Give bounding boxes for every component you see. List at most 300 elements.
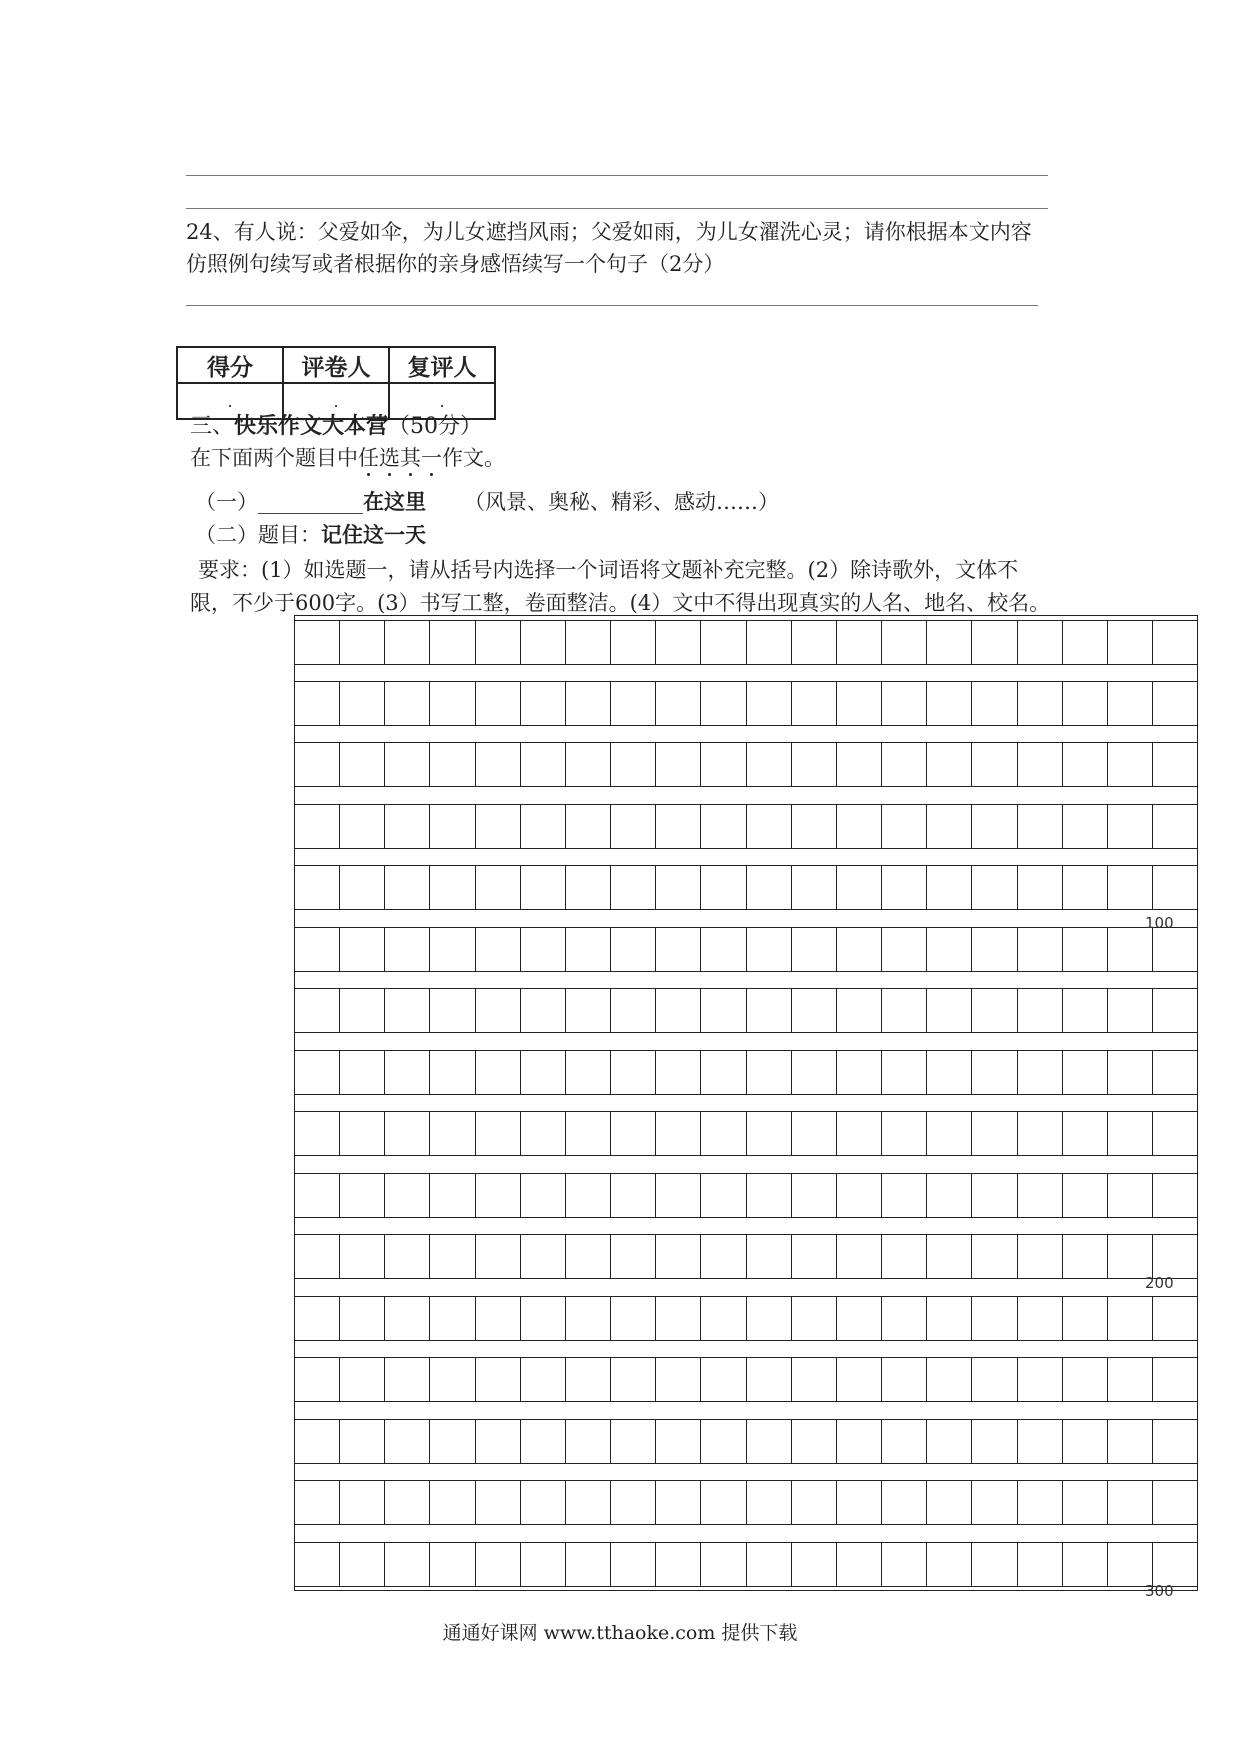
grid-cell[interactable] — [340, 928, 385, 971]
grid-cell[interactable] — [295, 1235, 340, 1278]
grid-cell[interactable] — [566, 1174, 611, 1217]
grid-cell[interactable] — [792, 1051, 837, 1094]
grid-cell[interactable] — [566, 866, 611, 909]
grid-cell[interactable] — [701, 1174, 746, 1217]
grid-cell[interactable] — [972, 866, 1017, 909]
grid-cell[interactable] — [927, 1481, 972, 1524]
grid-cell[interactable] — [1153, 928, 1197, 971]
grid-cell[interactable] — [701, 1420, 746, 1463]
grid-cell[interactable] — [656, 1051, 701, 1094]
grid-cell[interactable] — [1108, 682, 1153, 725]
grid-cell[interactable] — [1153, 1235, 1197, 1278]
grid-cell[interactable] — [1108, 1235, 1153, 1278]
grid-cell[interactable] — [701, 989, 746, 1032]
grid-cell[interactable] — [295, 866, 340, 909]
grid-cell[interactable] — [656, 866, 701, 909]
grid-cell[interactable] — [385, 1051, 430, 1094]
answer-line-23b[interactable] — [186, 208, 1048, 209]
grid-cell[interactable] — [656, 621, 701, 664]
grid-cell[interactable] — [701, 805, 746, 848]
grid-cell[interactable] — [927, 989, 972, 1032]
grid-cell[interactable] — [340, 866, 385, 909]
grid-cell[interactable] — [656, 805, 701, 848]
grid-cell[interactable] — [1018, 682, 1063, 725]
grid-cell[interactable] — [837, 989, 882, 1032]
grid-cell[interactable] — [1153, 805, 1197, 848]
grid-cell[interactable] — [611, 989, 656, 1032]
grid-cell[interactable] — [476, 621, 521, 664]
grid-cell[interactable] — [972, 1420, 1017, 1463]
grid-cell[interactable] — [340, 1174, 385, 1217]
grid-cell[interactable] — [882, 1543, 927, 1586]
grid-cell[interactable] — [1153, 621, 1197, 664]
grid-cell[interactable] — [837, 1051, 882, 1094]
grid-cell[interactable] — [1108, 866, 1153, 909]
grid-cell[interactable] — [927, 621, 972, 664]
grid-cell[interactable] — [882, 928, 927, 971]
grid-cell[interactable] — [747, 1112, 792, 1155]
grid-cell[interactable] — [927, 743, 972, 786]
grid-cell[interactable] — [340, 743, 385, 786]
grid-cell[interactable] — [1108, 621, 1153, 664]
grid-cell[interactable] — [430, 1112, 475, 1155]
grid-cell[interactable] — [1018, 1174, 1063, 1217]
grid-cell[interactable] — [656, 1358, 701, 1401]
grid-row[interactable] — [295, 1296, 1197, 1341]
grid-cell[interactable] — [972, 1235, 1017, 1278]
grid-cell[interactable] — [1018, 1481, 1063, 1524]
grid-cell[interactable] — [1063, 1481, 1108, 1524]
grid-cell[interactable] — [295, 1543, 340, 1586]
grid-cell[interactable] — [1063, 1235, 1108, 1278]
grid-cell[interactable] — [701, 1481, 746, 1524]
grid-cell[interactable] — [1018, 1358, 1063, 1401]
grid-cell[interactable] — [476, 743, 521, 786]
grid-cell[interactable] — [792, 743, 837, 786]
grid-cell[interactable] — [747, 1297, 792, 1340]
grid-cell[interactable] — [611, 1543, 656, 1586]
grid-cell[interactable] — [837, 1297, 882, 1340]
grid-row[interactable] — [295, 1111, 1197, 1156]
grid-cell[interactable] — [1018, 989, 1063, 1032]
grid-cell[interactable] — [1153, 1481, 1197, 1524]
grid-cell[interactable] — [430, 1543, 475, 1586]
grid-cell[interactable] — [521, 1112, 566, 1155]
grid-cell[interactable] — [1063, 1358, 1108, 1401]
grid-cell[interactable] — [882, 1174, 927, 1217]
topic-1-blank[interactable]: __________ — [258, 490, 363, 514]
grid-cell[interactable] — [1108, 1297, 1153, 1340]
grid-cell[interactable] — [701, 682, 746, 725]
grid-cell[interactable] — [476, 1420, 521, 1463]
grid-cell[interactable] — [476, 1051, 521, 1094]
grid-cell[interactable] — [611, 1358, 656, 1401]
grid-cell[interactable] — [340, 1051, 385, 1094]
grid-cell[interactable] — [430, 1235, 475, 1278]
grid-cell[interactable] — [747, 1481, 792, 1524]
grid-cell[interactable] — [656, 1481, 701, 1524]
grid-cell[interactable] — [521, 1481, 566, 1524]
grid-cell[interactable] — [295, 1297, 340, 1340]
grid-row[interactable] — [295, 1173, 1197, 1218]
grid-cell[interactable] — [1018, 621, 1063, 664]
grid-cell[interactable] — [566, 1112, 611, 1155]
grid-cell[interactable] — [656, 1543, 701, 1586]
grid-cell[interactable] — [792, 1112, 837, 1155]
grid-cell[interactable] — [927, 805, 972, 848]
grid-cell[interactable] — [430, 866, 475, 909]
grid-cell[interactable] — [476, 1174, 521, 1217]
composition-grid[interactable] — [294, 615, 1198, 1600]
grid-cell[interactable] — [1063, 805, 1108, 848]
grid-cell[interactable] — [927, 1174, 972, 1217]
grid-cell[interactable] — [972, 1358, 1017, 1401]
grid-cell[interactable] — [656, 743, 701, 786]
grid-cell[interactable] — [385, 682, 430, 725]
grid-cell[interactable] — [430, 989, 475, 1032]
grid-cell[interactable] — [747, 1420, 792, 1463]
grid-cell[interactable] — [972, 1481, 1017, 1524]
grid-cell[interactable] — [611, 928, 656, 971]
grid-cell[interactable] — [385, 743, 430, 786]
grid-cell[interactable] — [1153, 1297, 1197, 1340]
grid-cell[interactable] — [430, 1051, 475, 1094]
grid-row[interactable] — [295, 1234, 1197, 1279]
grid-cell[interactable] — [295, 1174, 340, 1217]
grid-cell[interactable] — [837, 682, 882, 725]
grid-cell[interactable] — [972, 1051, 1017, 1094]
grid-cell[interactable] — [747, 866, 792, 909]
grid-cell[interactable] — [476, 989, 521, 1032]
answer-line-23[interactable] — [186, 175, 1048, 176]
grid-cell[interactable] — [972, 743, 1017, 786]
grid-cell[interactable] — [430, 621, 475, 664]
grid-cell[interactable] — [566, 1420, 611, 1463]
grid-cell[interactable] — [792, 805, 837, 848]
grid-cell[interactable] — [701, 1543, 746, 1586]
grid-row[interactable] — [295, 1480, 1197, 1525]
grid-cell[interactable] — [792, 682, 837, 725]
grid-cell[interactable] — [972, 682, 1017, 725]
grid-cell[interactable] — [1063, 682, 1108, 725]
grid-cell[interactable] — [927, 1051, 972, 1094]
grid-cell[interactable] — [611, 1297, 656, 1340]
grid-cell[interactable] — [656, 1174, 701, 1217]
grid-row[interactable] — [295, 865, 1197, 910]
grid-cell[interactable] — [1153, 866, 1197, 909]
grid-cell[interactable] — [837, 621, 882, 664]
grid-cell[interactable] — [566, 1235, 611, 1278]
grid-cell[interactable] — [476, 1358, 521, 1401]
grid-cell[interactable] — [656, 682, 701, 725]
grid-cell[interactable] — [1108, 1112, 1153, 1155]
grid-cell[interactable] — [972, 1174, 1017, 1217]
grid-cell[interactable] — [701, 1235, 746, 1278]
grid-cell[interactable] — [1108, 1420, 1153, 1463]
grid-cell[interactable] — [1063, 1420, 1108, 1463]
grid-cell[interactable] — [882, 1051, 927, 1094]
grid-cell[interactable] — [656, 1112, 701, 1155]
grid-cell[interactable] — [611, 621, 656, 664]
grader-cell[interactable]: . — [283, 383, 389, 419]
grid-cell[interactable] — [837, 1112, 882, 1155]
grid-cell[interactable] — [295, 743, 340, 786]
grid-cell[interactable] — [792, 989, 837, 1032]
grid-cell[interactable] — [882, 1481, 927, 1524]
grid-cell[interactable] — [656, 1235, 701, 1278]
grid-cell[interactable] — [1108, 989, 1153, 1032]
grid-cell[interactable] — [656, 1420, 701, 1463]
grid-row[interactable] — [295, 804, 1197, 849]
grid-cell[interactable] — [566, 1481, 611, 1524]
grid-cell[interactable] — [521, 1051, 566, 1094]
grid-cell[interactable] — [521, 682, 566, 725]
grid-cell[interactable] — [792, 1481, 837, 1524]
grid-cell[interactable] — [1108, 1481, 1153, 1524]
grid-cell[interactable] — [837, 1358, 882, 1401]
grid-cell[interactable] — [837, 1235, 882, 1278]
grid-cell[interactable] — [882, 1235, 927, 1278]
grid-cell[interactable] — [1018, 928, 1063, 971]
grid-cell[interactable] — [747, 682, 792, 725]
grid-cell[interactable] — [837, 805, 882, 848]
grid-cell[interactable] — [430, 805, 475, 848]
grid-cell[interactable] — [837, 1420, 882, 1463]
grid-cell[interactable] — [927, 682, 972, 725]
grid-cell[interactable] — [1108, 1358, 1153, 1401]
grid-cell[interactable] — [566, 1358, 611, 1401]
grid-cell[interactable] — [566, 989, 611, 1032]
grid-cell[interactable] — [611, 1420, 656, 1463]
grid-cell[interactable] — [1108, 743, 1153, 786]
grid-row[interactable] — [295, 1357, 1197, 1402]
grid-cell[interactable] — [837, 743, 882, 786]
grid-cell[interactable] — [476, 1235, 521, 1278]
grid-row[interactable] — [295, 620, 1197, 665]
grid-cell[interactable] — [747, 805, 792, 848]
grid-cell[interactable] — [747, 989, 792, 1032]
grid-cell[interactable] — [1108, 1051, 1153, 1094]
grid-cell[interactable] — [340, 1112, 385, 1155]
grid-cell[interactable] — [385, 1481, 430, 1524]
grid-cell[interactable] — [1063, 866, 1108, 909]
grid-cell[interactable] — [927, 1297, 972, 1340]
grid-cell[interactable] — [295, 928, 340, 971]
grid-cell[interactable] — [882, 743, 927, 786]
grid-cell[interactable] — [340, 1420, 385, 1463]
grid-cell[interactable] — [882, 621, 927, 664]
grid-cell[interactable] — [611, 1051, 656, 1094]
grid-cell[interactable] — [1018, 1235, 1063, 1278]
grid-cell[interactable] — [295, 805, 340, 848]
grid-cell[interactable] — [927, 1543, 972, 1586]
grid-cell[interactable] — [340, 1297, 385, 1340]
grid-cell[interactable] — [1018, 1420, 1063, 1463]
grid-cell[interactable] — [792, 621, 837, 664]
grid-cell[interactable] — [1063, 1174, 1108, 1217]
grid-cell[interactable] — [476, 866, 521, 909]
grid-cell[interactable] — [1018, 805, 1063, 848]
grid-cell[interactable] — [747, 1174, 792, 1217]
grid-cell[interactable] — [972, 928, 1017, 971]
grid-cell[interactable] — [340, 682, 385, 725]
grid-cell[interactable] — [701, 1358, 746, 1401]
grid-cell[interactable] — [1108, 928, 1153, 971]
grid-cell[interactable] — [521, 1297, 566, 1340]
grid-cell[interactable] — [611, 1235, 656, 1278]
grid-cell[interactable] — [837, 1481, 882, 1524]
grid-cell[interactable] — [1063, 928, 1108, 971]
grid-cell[interactable] — [476, 1297, 521, 1340]
grid-cell[interactable] — [882, 866, 927, 909]
grid-cell[interactable] — [1063, 989, 1108, 1032]
grid-cell[interactable] — [385, 805, 430, 848]
grid-cell[interactable] — [430, 928, 475, 971]
grid-cell[interactable] — [927, 1358, 972, 1401]
grid-cell[interactable] — [1063, 621, 1108, 664]
grid-cell[interactable] — [476, 928, 521, 971]
grid-cell[interactable] — [1153, 989, 1197, 1032]
grid-cell[interactable] — [611, 1174, 656, 1217]
grid-cell[interactable] — [295, 1051, 340, 1094]
grid-cell[interactable] — [701, 743, 746, 786]
grid-cell[interactable] — [385, 1420, 430, 1463]
grid-cell[interactable] — [837, 928, 882, 971]
grid-cell[interactable] — [566, 805, 611, 848]
grid-cell[interactable] — [972, 621, 1017, 664]
grid-cell[interactable] — [385, 1112, 430, 1155]
grid-cell[interactable] — [566, 928, 611, 971]
grid-cell[interactable] — [295, 1420, 340, 1463]
grid-cell[interactable] — [1153, 1112, 1197, 1155]
grid-cell[interactable] — [882, 1358, 927, 1401]
grid-cell[interactable] — [792, 1543, 837, 1586]
grid-cell[interactable] — [385, 1543, 430, 1586]
grid-cell[interactable] — [295, 621, 340, 664]
grid-cell[interactable] — [882, 989, 927, 1032]
grid-cell[interactable] — [882, 1112, 927, 1155]
grid-cell[interactable] — [521, 928, 566, 971]
grid-cell[interactable] — [385, 989, 430, 1032]
grid-cell[interactable] — [340, 989, 385, 1032]
grid-cell[interactable] — [476, 1112, 521, 1155]
grid-cell[interactable] — [611, 743, 656, 786]
grid-cell[interactable] — [792, 1174, 837, 1217]
grid-cell[interactable] — [476, 682, 521, 725]
grid-cell[interactable] — [430, 1481, 475, 1524]
grid-cell[interactable] — [927, 928, 972, 971]
grid-cell[interactable] — [566, 1051, 611, 1094]
grid-cell[interactable] — [792, 1235, 837, 1278]
grid-cell[interactable] — [1153, 743, 1197, 786]
grid-cell[interactable] — [611, 1481, 656, 1524]
grid-cell[interactable] — [747, 928, 792, 971]
grid-cell[interactable] — [792, 1358, 837, 1401]
grid-cell[interactable] — [476, 1481, 521, 1524]
grid-cell[interactable] — [476, 1543, 521, 1586]
grid-cell[interactable] — [385, 1174, 430, 1217]
grid-cell[interactable] — [1063, 743, 1108, 786]
grid-cell[interactable] — [1063, 1297, 1108, 1340]
grid-row[interactable] — [295, 681, 1197, 726]
grid-cell[interactable] — [927, 1112, 972, 1155]
grid-cell[interactable] — [521, 1174, 566, 1217]
grid-cell[interactable] — [295, 682, 340, 725]
grid-row[interactable] — [295, 1050, 1197, 1095]
grid-cell[interactable] — [521, 805, 566, 848]
score-cell[interactable]: . — [177, 383, 283, 419]
grid-row[interactable] — [295, 1419, 1197, 1464]
grid-cell[interactable] — [476, 805, 521, 848]
grid-row[interactable] — [295, 1542, 1197, 1587]
grid-cell[interactable] — [837, 866, 882, 909]
grid-cell[interactable] — [1153, 1051, 1197, 1094]
grid-cell[interactable] — [1063, 1112, 1108, 1155]
grid-cell[interactable] — [1153, 1358, 1197, 1401]
grid-cell[interactable] — [972, 1297, 1017, 1340]
grid-cell[interactable] — [340, 621, 385, 664]
grid-cell[interactable] — [927, 1235, 972, 1278]
grid-cell[interactable] — [566, 1543, 611, 1586]
grid-cell[interactable] — [882, 1420, 927, 1463]
grid-cell[interactable] — [521, 1420, 566, 1463]
grid-cell[interactable] — [656, 989, 701, 1032]
grid-cell[interactable] — [701, 621, 746, 664]
grid-cell[interactable] — [340, 805, 385, 848]
grid-cell[interactable] — [566, 682, 611, 725]
grid-cell[interactable] — [792, 866, 837, 909]
grid-cell[interactable] — [972, 1112, 1017, 1155]
grid-cell[interactable] — [295, 1358, 340, 1401]
grid-cell[interactable] — [701, 1297, 746, 1340]
grid-cell[interactable] — [656, 1297, 701, 1340]
grid-cell[interactable] — [701, 1051, 746, 1094]
grid-cell[interactable] — [295, 989, 340, 1032]
grid-cell[interactable] — [566, 743, 611, 786]
grid-cell[interactable] — [430, 1420, 475, 1463]
grid-cell[interactable] — [430, 1297, 475, 1340]
grid-cell[interactable] — [521, 1358, 566, 1401]
grid-cell[interactable] — [747, 743, 792, 786]
grid-cell[interactable] — [1108, 805, 1153, 848]
grid-cell[interactable] — [837, 1174, 882, 1217]
grid-cell[interactable] — [1108, 1543, 1153, 1586]
grid-row[interactable] — [295, 988, 1197, 1033]
grid-cell[interactable] — [566, 621, 611, 664]
grid-cell[interactable] — [611, 682, 656, 725]
grid-cell[interactable] — [972, 1543, 1017, 1586]
grid-cell[interactable] — [1063, 1543, 1108, 1586]
grid-cell[interactable] — [927, 866, 972, 909]
grid-cell[interactable] — [385, 1297, 430, 1340]
grid-cell[interactable] — [611, 805, 656, 848]
grid-cell[interactable] — [882, 805, 927, 848]
grid-cell[interactable] — [792, 928, 837, 971]
grid-cell[interactable] — [430, 743, 475, 786]
grid-cell[interactable] — [385, 621, 430, 664]
grid-cell[interactable] — [430, 1358, 475, 1401]
grid-cell[interactable] — [927, 1420, 972, 1463]
grid-cell[interactable] — [340, 1481, 385, 1524]
grid-cell[interactable] — [430, 682, 475, 725]
grid-cell[interactable] — [1153, 1420, 1197, 1463]
grid-cell[interactable] — [521, 621, 566, 664]
grid-cell[interactable] — [1018, 1112, 1063, 1155]
grid-cell[interactable] — [1153, 682, 1197, 725]
grid-cell[interactable] — [340, 1358, 385, 1401]
grid-cell[interactable] — [385, 866, 430, 909]
grid-cell[interactable] — [521, 743, 566, 786]
